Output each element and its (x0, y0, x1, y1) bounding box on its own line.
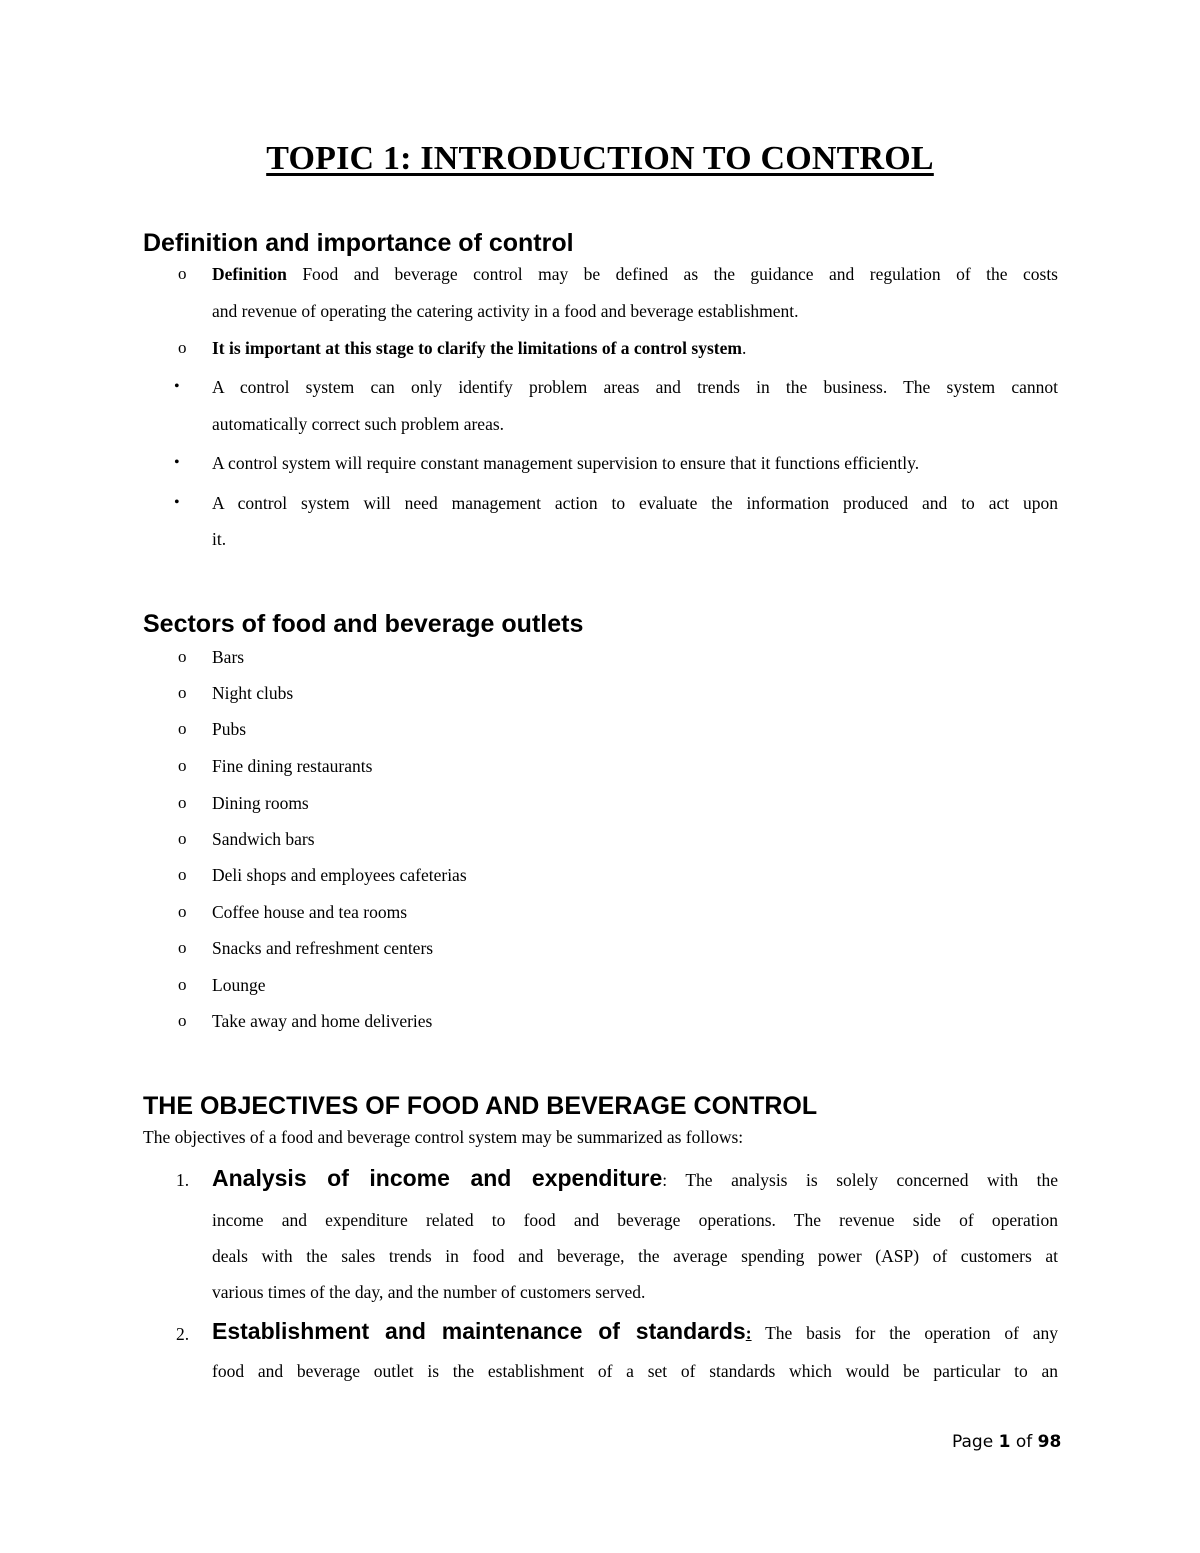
bullet-1-line-2: automatically correct such problem areas. (212, 414, 505, 434)
objectives-lead: The objectives of a food and beverage control system may be summarized as follows: (143, 1127, 744, 1147)
heading-objectives: THE OBJECTIVES OF FOOD AND BEVERAGE CONTROL (143, 1092, 818, 1120)
bullet-1-line-1: A control system can only identify problem areas and trends in the business. The system cannot (212, 377, 1058, 397)
page-title: TOPIC 1: INTRODUCTION TO CONTROL (266, 140, 934, 177)
objective-2-colon: : (745, 1323, 752, 1343)
list-item: Sandwich bars (212, 829, 315, 849)
objective-2-line-2: food and beverage outlet is the establishment of a set of standards which would be particular to an (212, 1361, 1058, 1381)
page-label: Page (952, 1432, 994, 1452)
item-number: 2. (176, 1324, 190, 1344)
list-marker: o (178, 793, 187, 812)
list-marker: o (178, 719, 187, 738)
objective-1-line-4: various times of the day, and the number of customers served. (212, 1282, 646, 1302)
list-marker: o (178, 756, 187, 775)
objective-2-heading: Establishment and maintenance of standards (212, 1318, 746, 1344)
definition-label: Definition (212, 264, 287, 284)
page-footer (952, 1432, 1061, 1452)
list-marker: o (178, 264, 187, 283)
heading-definition: Definition and importance of control (143, 229, 574, 257)
definition-text: Food and beverage control may be defined as the guidance and regulation of the costs (286, 264, 1058, 284)
objective-1-line-1 (212, 1165, 1058, 1192)
page-number: 1 (998, 1432, 1011, 1452)
list-marker: o (178, 338, 187, 357)
bullet-2: A control system will require constant management supervision to ensure that it functions efficiently. (212, 453, 920, 473)
bullet-3-line-2: it. (212, 529, 227, 549)
list-marker: o (178, 683, 187, 702)
list-marker: o (178, 975, 187, 994)
definition-line-2: and revenue of operating the catering activity in a food and beverage establishment. (212, 301, 799, 321)
list-marker: o (178, 938, 187, 957)
objective-2-text: The basis for the operation of any (751, 1323, 1058, 1343)
list-item: Night clubs (212, 683, 294, 703)
bullet-marker: • (174, 494, 180, 511)
objective-1-line-2: income and expenditure related to food and beverage operations. The revenue side of operation (212, 1210, 1058, 1230)
bullet-marker: • (174, 378, 180, 395)
heading-sectors: Sectors of food and beverage outlets (143, 610, 584, 638)
list-item: Bars (212, 647, 245, 667)
definition-line (212, 264, 1058, 285)
important-note (212, 338, 746, 359)
objective-2-line-1 (212, 1318, 1058, 1345)
list-item: Coffee house and tea rooms (212, 902, 408, 922)
list-item: Lounge (212, 975, 266, 995)
bullet-marker: • (174, 454, 180, 471)
objective-1-colon: : (662, 1170, 668, 1190)
list-item: Fine dining restaurants (212, 756, 373, 776)
list-marker: o (178, 902, 187, 921)
list-marker: o (178, 829, 187, 848)
list-marker: o (178, 1011, 187, 1030)
list-item: Deli shops and employees cafeterias (212, 865, 467, 885)
list-item: Pubs (212, 719, 247, 739)
list-item: Snacks and refreshment centers (212, 938, 434, 958)
objective-1-heading: Analysis of income and expenditure (212, 1165, 663, 1191)
important-text: It is important at this stage to clarify the limitations of a control system (212, 338, 742, 358)
item-number: 1. (176, 1170, 190, 1190)
list-marker: o (178, 647, 187, 666)
list-item: Dining rooms (212, 793, 309, 813)
list-item: Take away and home deliveries (212, 1011, 433, 1031)
page-total: 98 (1037, 1432, 1062, 1452)
bullet-3-line-1: A control system will need management action to evaluate the information produced and to act upon (212, 493, 1058, 513)
of-label: of (1015, 1432, 1033, 1452)
important-period: . (741, 338, 747, 358)
objective-1-text: The analysis is solely concerned with the (667, 1170, 1058, 1190)
list-marker: o (178, 865, 187, 884)
objective-1-line-3: deals with the sales trends in food and beverage, the average spending power (ASP) of customers at (212, 1246, 1058, 1266)
